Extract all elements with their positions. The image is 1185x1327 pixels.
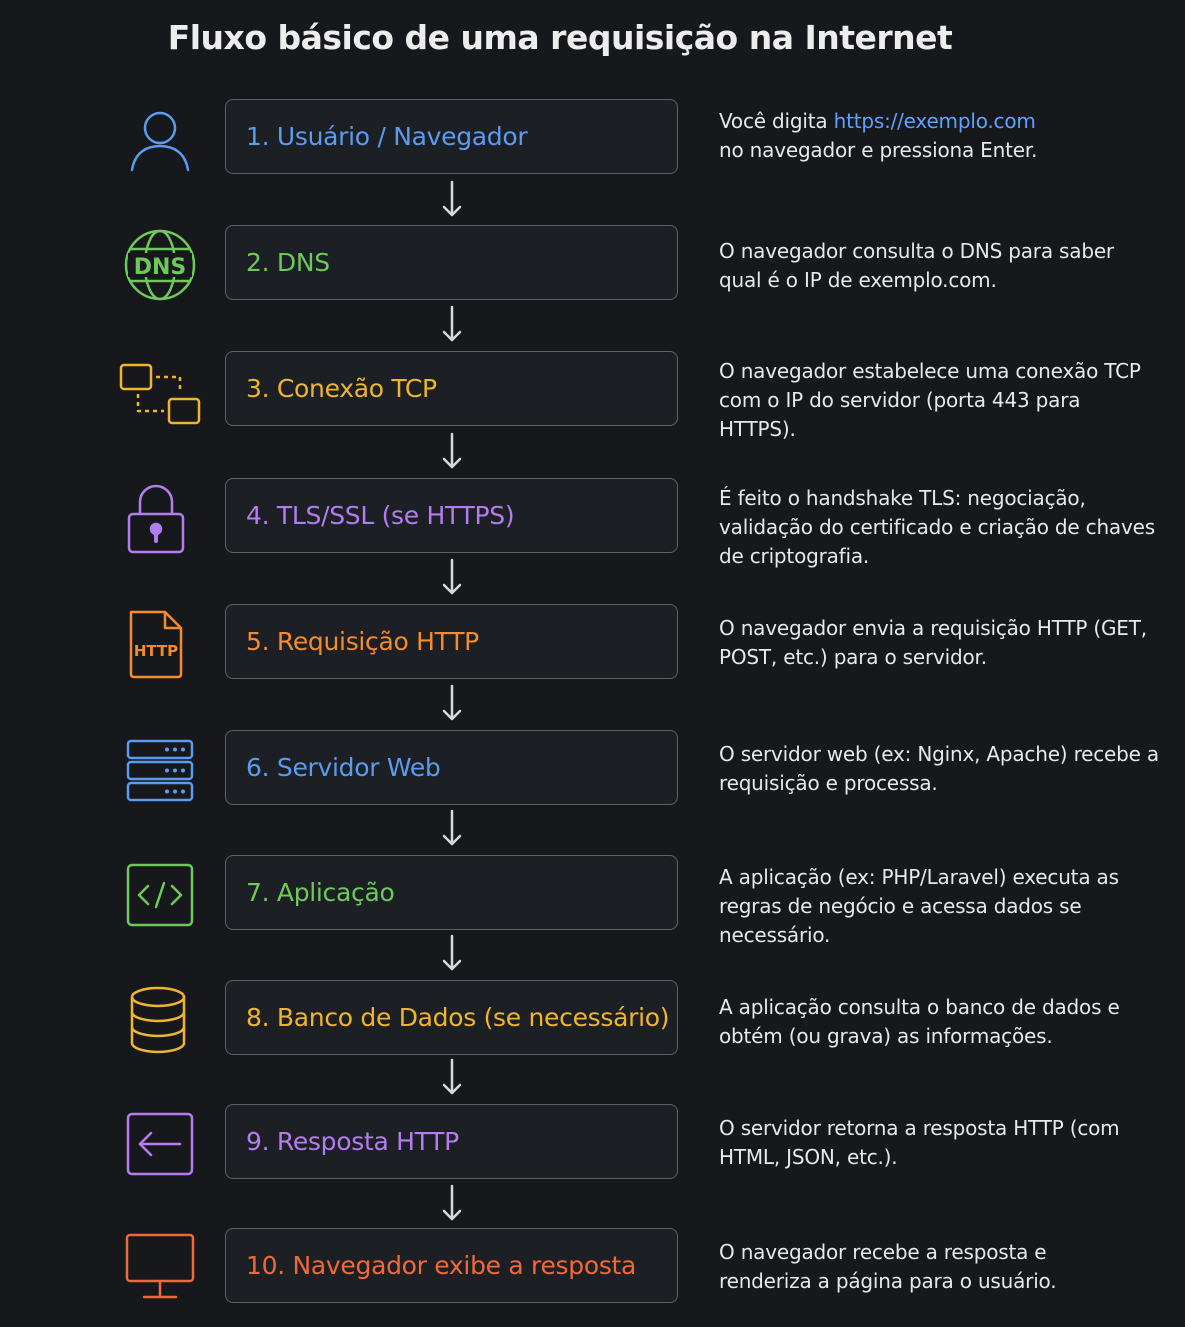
flow-step-8 (0, 980, 1185, 1058)
down-arrow-icon (441, 1058, 463, 1098)
step-box (225, 980, 678, 1055)
step-box (225, 351, 678, 426)
code-icon (112, 859, 208, 931)
step-box (225, 1228, 678, 1303)
flow-step-6 (0, 730, 1185, 808)
flow-step-1 (0, 99, 1185, 177)
step-description: A aplicação (ex: PHP/Laravel) executa as regras de negócio e acessa dados se necessário. (719, 865, 1119, 947)
step-label: 1. Usuário / Navegador (246, 122, 528, 151)
flow-step-10 (0, 1228, 1185, 1306)
example-link[interactable]: https://exemplo.com (833, 109, 1036, 133)
step-box (225, 604, 678, 679)
step-box (225, 855, 678, 930)
step-description: O navegador consulta o DNS para saber qual é o IP de exemplo.com. (719, 239, 1114, 292)
step-description: O servidor retorna a resposta HTTP (com HTML, JSON, etc.). (719, 1116, 1120, 1169)
monitor-icon (112, 1232, 208, 1304)
user-icon (112, 103, 208, 175)
http-file-icon (108, 608, 204, 680)
desc-prefix: Você digita (719, 109, 834, 133)
step-label: 3. Conexão TCP (246, 374, 437, 403)
step-label: 7. Aplicação (246, 878, 395, 907)
step-label: 6. Servidor Web (246, 753, 441, 782)
http-icon-text: HTTP (133, 642, 179, 660)
step-description: A aplicação consulta o banco de dados e obtém (ou grava) as informações. (719, 995, 1120, 1048)
flow-step-7 (0, 855, 1185, 947)
step-box (225, 730, 678, 805)
step-description: O navegador envia a requisição HTTP (GET, POST, etc.) para o servidor. (719, 616, 1147, 669)
step-box (225, 1104, 678, 1179)
flow-step-2 (0, 225, 1185, 303)
page-title: Fluxo básico de uma requisição na Internet (167, 18, 953, 57)
step-label: 8. Banco de Dados (se necessário) (246, 1003, 670, 1032)
down-arrow-icon (441, 305, 463, 345)
tcp-connection-icon (112, 355, 208, 427)
server-icon (112, 734, 208, 806)
dns-globe-icon (112, 229, 208, 301)
down-arrow-icon (441, 934, 463, 974)
database-icon (110, 984, 206, 1056)
flow-step-9 (0, 1104, 1185, 1182)
step-box (225, 478, 678, 553)
step-label: 10. Navegador exibe a resposta (246, 1251, 637, 1280)
flow-step-3 (0, 351, 1185, 441)
flow-step-4 (0, 478, 1185, 568)
step-label: 2. DNS (246, 248, 330, 277)
lock-icon (108, 482, 204, 554)
down-arrow-icon (441, 1184, 463, 1224)
step-description: É feito o handshake TLS: negociação, validação do certificado e criação de chaves de criptografia. (719, 486, 1155, 568)
down-arrow-icon (441, 558, 463, 598)
step-label: 4. TLS/SSL (se HTTPS) (246, 501, 515, 530)
step-description: O navegador recebe a resposta e renderiza a página para o usuário. (719, 1240, 1057, 1293)
response-arrow-icon (112, 1108, 208, 1180)
step-label: 9. Resposta HTTP (246, 1127, 459, 1156)
step-label: 5. Requisição HTTP (246, 627, 479, 656)
step-description: O servidor web (ex: Nginx, Apache) recebe a requisição e processa. (719, 742, 1159, 795)
down-arrow-icon (441, 809, 463, 849)
down-arrow-icon (441, 432, 463, 472)
step-box (225, 225, 678, 300)
step-description: O navegador estabelece uma conexão TCP com o IP do servidor (porta 443 para HTTPS). (719, 359, 1141, 441)
step-description (719, 107, 1159, 165)
down-arrow-icon (441, 684, 463, 724)
desc-rest: no navegador e pressiona Enter. (719, 138, 1038, 162)
dns-icon-text: DNS (133, 255, 187, 280)
step-box (225, 99, 678, 174)
flow-step-5 (0, 604, 1185, 682)
down-arrow-icon (441, 180, 463, 220)
